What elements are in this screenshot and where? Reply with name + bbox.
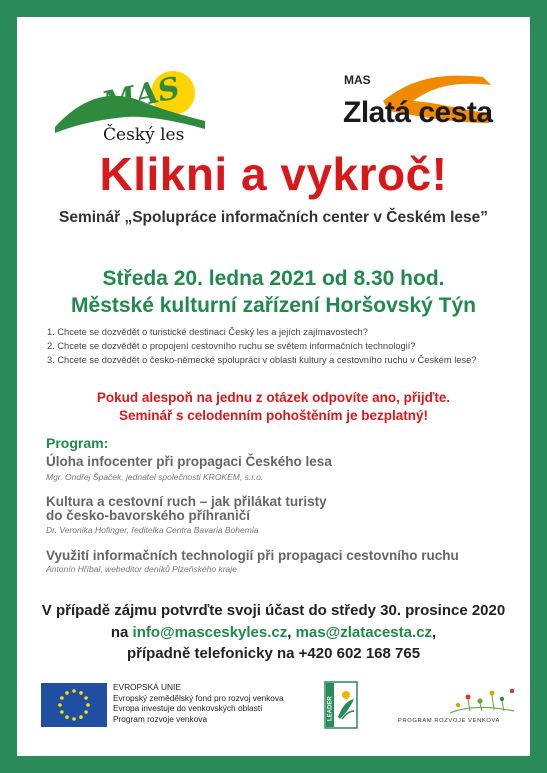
seminar-subtitle: Seminář „Spolupráce informačních center v Českém lese” <box>58 209 488 226</box>
program-label: Program: <box>46 435 109 451</box>
contact-emails-line <box>17 624 530 641</box>
eu-flag-icon <box>41 683 107 727</box>
leader-label: LEADER <box>327 696 334 721</box>
cta-line-2: Seminář s celodenním pohoštěním je bezplatný! <box>118 408 429 423</box>
email-link-info[interactable]: info@masceskyles.cz <box>132 624 288 641</box>
email-separator: , <box>287 624 292 641</box>
event-venue: Městské kulturní zařízení Horšovský Týn <box>71 294 476 317</box>
contact-phone-line <box>17 645 530 662</box>
zlata-cesta-name: Zlatá cesta <box>343 96 493 129</box>
leader-logo <box>324 681 358 729</box>
eu-line: EVROPSKÁ UNIE <box>113 682 181 692</box>
contact-suffix: , <box>431 624 437 641</box>
email-link-mas[interactable]: mas@zlatacesta.cz <box>295 624 432 641</box>
eu-line: Program rozvoje venkova <box>113 713 208 724</box>
prv-label: PROGRAM ROZVOJE VENKOVA <box>398 718 500 724</box>
question-list <box>47 325 517 367</box>
eu-line: Evropa investuje do venkovských oblastí <box>113 703 263 713</box>
program-item-title: Kultura a cestovní ruch – jak přilákat turisty <box>46 494 327 509</box>
eu-funding-text <box>113 682 284 724</box>
poster <box>17 17 530 756</box>
event-date: Středa 20. ledna 2021 od 8.30 hod. <box>102 267 445 290</box>
program-item-speaker: Antonín Hříbal, webeditor deníků Plzeňského kraje <box>46 564 237 574</box>
program-item-speaker: Mgr. Ondřej Špaček, jednatel společnosti KROKEM, s.r.o. <box>46 472 264 482</box>
zlata-cesta-prefix: MAS <box>344 73 371 87</box>
cta-line-1: Pokud alespoň na jednu z otázek odpovíte ano, přijďte. <box>96 390 451 405</box>
program-item-title: Využití informačních technologií při propagaci cestovního ruchu <box>46 548 459 563</box>
mas-mark-text: MAS <box>99 70 184 122</box>
question-item: 2. Chcete se dozvědět o propojení cestovního ruchu se světem informačních technologií? <box>47 341 416 351</box>
program-item-speaker: Dr. Veronika Hofinger, ředitelka Centra Bavaria Bohemia <box>46 525 259 535</box>
eu-line: Evropský zemědělský fond pro rozvoj venkova <box>113 692 284 703</box>
program-item-title: Úloha infocenter při propagaci Českého lesa <box>46 454 332 469</box>
question-item: 1. Chcete se dozvědět o turistické destinaci Český les a jejích zajímavostech? <box>47 327 368 337</box>
program-item-title-cont: do česko-bavorského příhraničí <box>46 508 251 523</box>
headline: Klikni a vykroč! <box>99 148 448 200</box>
prv-logo-icon <box>444 683 520 717</box>
registration-deadline: V případě zájmu potvrďte svoji účast do středy 30. prosince 2020 <box>41 602 506 619</box>
mas-cesky-les-name: Český les <box>103 125 185 145</box>
phone-number[interactable]: +420 602 168 765 <box>298 645 421 662</box>
phone-prefix: případně telefonicky na <box>126 645 295 662</box>
question-item: 3. Chcete se dozvědět o česko-německé spolupráci v oblasti kultury a cestovního ruchu v Českém lese? <box>47 355 477 365</box>
contact-prefix: na <box>110 624 129 641</box>
